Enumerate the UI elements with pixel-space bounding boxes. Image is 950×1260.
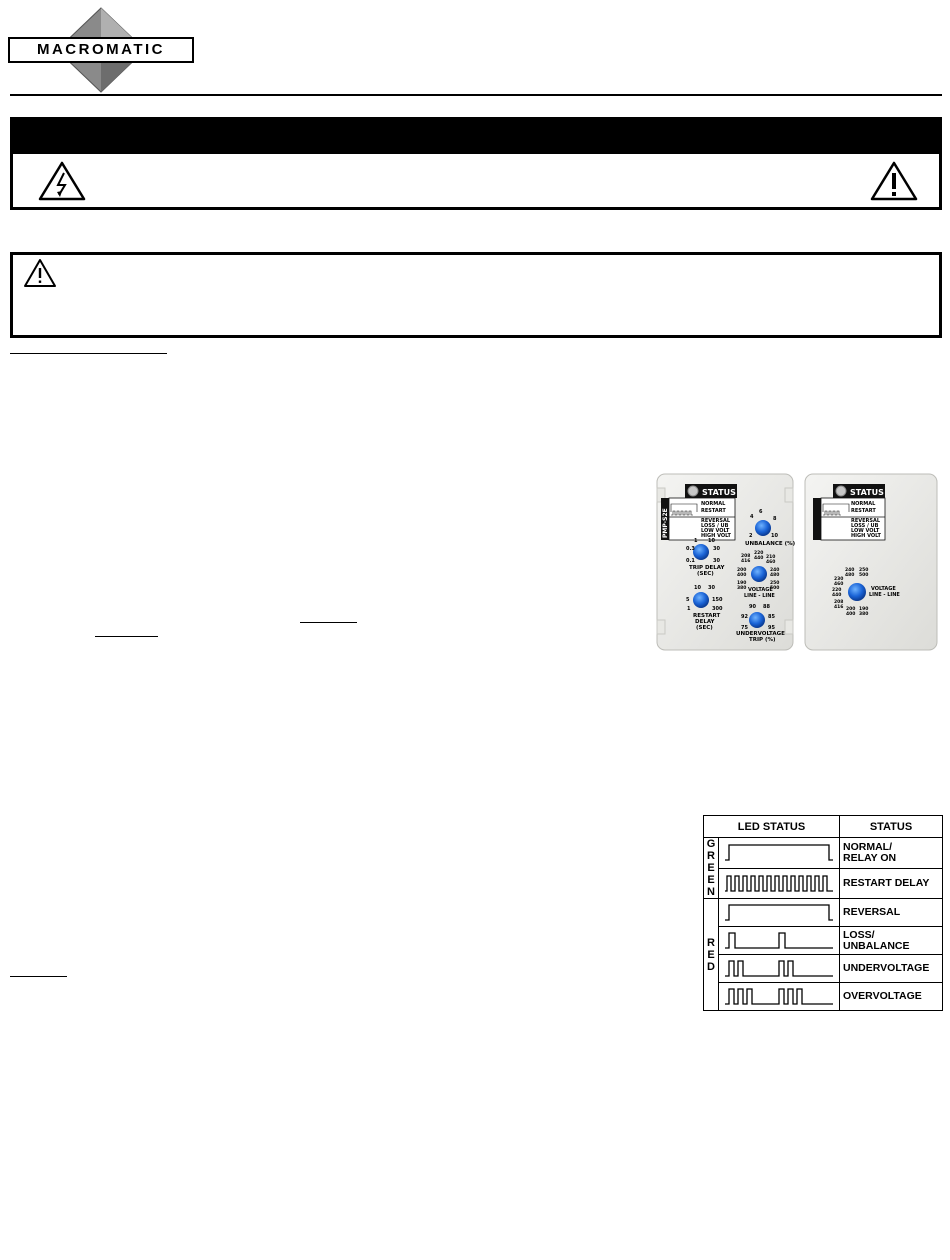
dial-tick: 200 <box>737 568 747 573</box>
unbalance-dial[interactable] <box>755 520 771 536</box>
dial-tick: 380 <box>737 586 747 591</box>
led-pattern-one-pulse <box>719 927 840 955</box>
danger-warning-box <box>10 117 942 210</box>
section-heading-rule <box>10 976 67 977</box>
header-rule <box>10 94 942 96</box>
dial-tick: 200 <box>846 607 856 612</box>
col-header-led-status: LED STATUS <box>704 816 840 838</box>
restart-label: RESTART <box>693 613 721 619</box>
dial-tick: 6 <box>759 509 763 515</box>
dial-tick: 10 <box>708 538 715 544</box>
dial-tick: 460 <box>766 560 776 565</box>
voltage-sublabel: LINE - LINE <box>744 593 775 599</box>
led-pattern-fast-flash <box>719 868 840 899</box>
legend-loss-ub: LOSS / UB <box>701 523 729 529</box>
dial-tick: 150 <box>712 597 723 603</box>
dial-tick: 240 <box>845 568 855 573</box>
dial-tick: 416 <box>741 559 751 564</box>
voltage-sublabel: LINE - LINE <box>869 592 900 598</box>
legend-normal: NORMAL <box>851 501 876 507</box>
group-label-red: R E D <box>704 899 719 1011</box>
dial-tick: 8 <box>773 516 777 522</box>
voltage-dial[interactable] <box>751 566 767 582</box>
status-overvoltage: OVERVOLTAGE <box>840 983 943 1011</box>
model-label: PMP-S2E <box>662 508 669 538</box>
dial-tick: 10 <box>694 585 701 591</box>
dial-tick: 300 <box>712 606 723 612</box>
legend-loss-ub: LOSS / UB <box>851 523 879 529</box>
undervoltage-dial[interactable] <box>749 612 765 628</box>
restart-label-unit: (SEC) <box>696 625 713 631</box>
dial-tick: 208 <box>741 554 751 559</box>
text-underline <box>300 622 357 623</box>
dial-tick: 5 <box>686 597 690 603</box>
status-led-icon <box>688 486 698 496</box>
voltage-dial[interactable] <box>848 583 866 601</box>
left-relay-unit <box>657 474 796 650</box>
undervoltage-label: UNDERVOLTAGE <box>736 631 785 637</box>
dial-tick: 4 <box>750 514 754 520</box>
dial-tick: 2 <box>749 533 753 539</box>
dial-tick: 95 <box>768 625 775 631</box>
dial-tick: 10 <box>771 533 778 539</box>
led-pattern-steady <box>719 899 840 927</box>
status-led-icon <box>836 486 846 496</box>
led-pattern-three-pulse <box>719 983 840 1011</box>
dial-tick: 208 <box>834 600 844 605</box>
status-loss-unbalance: LOSS/ UNBALANCE <box>840 927 943 955</box>
dial-tick: 210 <box>766 555 776 560</box>
dial-tick: 440 <box>832 593 842 598</box>
dial-tick: 1 <box>687 606 691 612</box>
dial-tick: 1 <box>694 538 698 544</box>
dial-tick: 30 <box>708 585 715 591</box>
danger-header-bar <box>13 120 939 154</box>
dial-tick: 480 <box>845 573 855 578</box>
dial-tick: 85 <box>768 614 775 620</box>
led-pattern-two-pulse <box>719 955 840 983</box>
dial-tick: 460 <box>834 582 844 587</box>
restart-delay-dial[interactable] <box>693 592 709 608</box>
led-pattern-steady <box>719 838 840 869</box>
restart-label-delay: DELAY <box>695 619 715 625</box>
dial-tick: 0.3 <box>686 546 695 552</box>
brand-name: MACROMATIC <box>36 41 166 58</box>
brand-logo <box>8 6 194 94</box>
status-reversal: REVERSAL <box>840 899 943 927</box>
dial-tick: 240 <box>770 568 780 573</box>
dial-tick: 380 <box>859 612 869 617</box>
dial-tick: 230 <box>834 577 844 582</box>
trip-delay-dial[interactable] <box>693 544 709 560</box>
legend-high-volt: HIGH VOLT <box>701 533 731 539</box>
section-heading-rule <box>10 353 167 354</box>
legend-high-volt: HIGH VOLT <box>851 533 881 539</box>
caution-box <box>10 252 942 338</box>
status-normal-relay-on: NORMAL/ RELAY ON <box>840 838 943 869</box>
text-underline <box>95 636 158 637</box>
status-label: STATUS <box>850 488 884 497</box>
model-label-strip <box>813 498 821 540</box>
legend-normal: NORMAL <box>701 501 726 507</box>
legend-reversal: REVERSAL <box>701 518 731 524</box>
trip-delay-label: TRIP DELAY <box>689 565 725 571</box>
dial-tick: 250 <box>859 568 869 573</box>
status-label: STATUS <box>702 488 736 497</box>
dial-tick: 30 <box>713 558 720 564</box>
voltage-label: VOLTAGE <box>748 587 773 593</box>
dial-tick: 416 <box>834 605 844 610</box>
dial-tick: 88 <box>763 604 770 610</box>
legend-reversal: REVERSAL <box>851 518 881 524</box>
dial-tick: 30 <box>713 546 720 552</box>
dial-tick: 440 <box>754 556 764 561</box>
dial-tick: 250 <box>770 581 780 586</box>
caution-triangle-icon <box>23 258 57 288</box>
electric-shock-warning-icon <box>37 160 87 202</box>
legend-low-volt: LOW VOLT <box>701 528 730 534</box>
dial-tick: 190 <box>737 581 747 586</box>
dial-tick: 500 <box>770 586 780 591</box>
right-relay-unit <box>805 474 937 650</box>
undervoltage-unit: TRIP (%) <box>749 637 776 643</box>
col-header-status: STATUS <box>840 816 943 838</box>
dial-tick: 220 <box>832 588 842 593</box>
dial-tick: 0.1 <box>686 558 695 564</box>
dial-tick: 400 <box>846 612 856 617</box>
led-status-table <box>703 815 943 1002</box>
legend-restart: RESTART <box>701 508 726 514</box>
group-label-green: G R E E N <box>704 838 719 899</box>
dial-tick: 220 <box>754 551 764 556</box>
status-restart-delay: RESTART DELAY <box>840 868 943 899</box>
trip-delay-unit: (SEC) <box>697 571 714 577</box>
dial-tick: 400 <box>737 573 747 578</box>
dial-tick: 480 <box>770 573 780 578</box>
dial-tick: 75 <box>741 625 748 631</box>
legend-restart: RESTART <box>851 508 876 514</box>
voltage-label: VOLTAGE <box>871 586 896 592</box>
dial-tick: 92 <box>741 614 748 620</box>
status-undervoltage: UNDERVOLTAGE <box>840 955 943 983</box>
exclamation-warning-icon <box>869 160 919 202</box>
product-photo <box>653 470 943 660</box>
dial-tick: 90 <box>749 604 756 610</box>
unbalance-label: UNBALANCE (%) <box>745 541 796 547</box>
legend-low-volt: LOW VOLT <box>851 528 880 534</box>
dial-tick: 190 <box>859 607 869 612</box>
dial-tick: 500 <box>859 573 869 578</box>
